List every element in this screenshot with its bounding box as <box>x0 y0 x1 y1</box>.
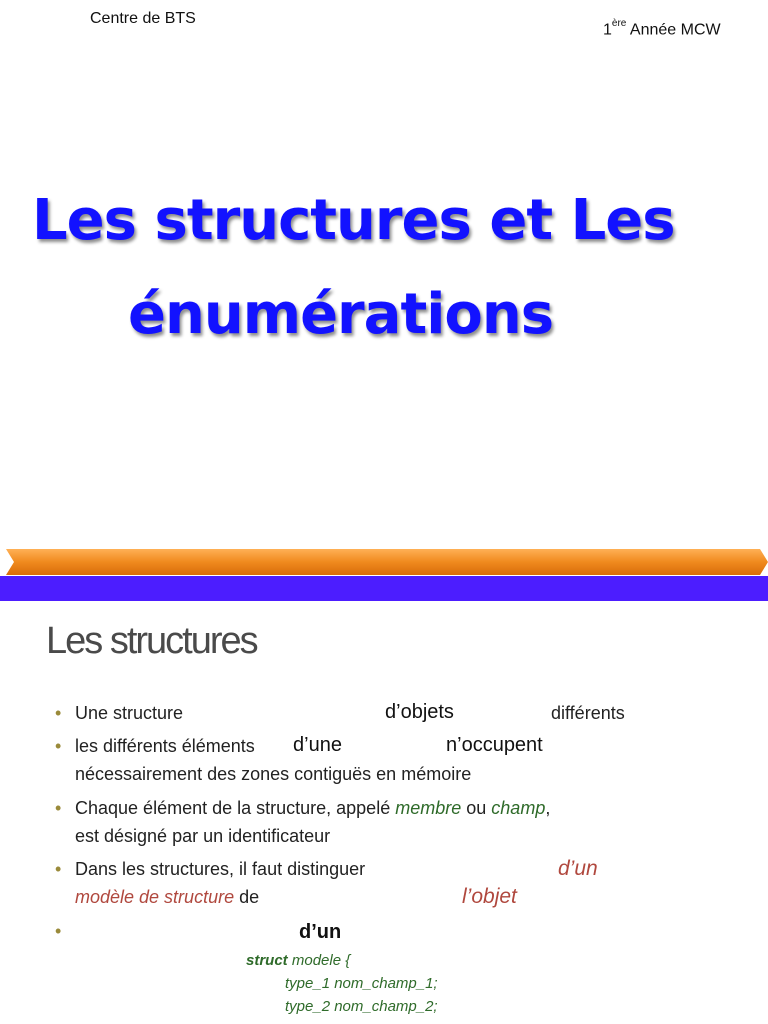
bullet-2-text-c: n’occupent <box>446 734 543 756</box>
bullet-4-line-2 <box>75 887 259 908</box>
header-right-rest: Année MCW <box>626 21 721 39</box>
bullet-4-marker: • <box>55 859 62 879</box>
bullet-3-line-1 <box>75 798 550 819</box>
code-line-1-rest: modele { <box>287 952 351 969</box>
bullet-4-dun: d’un <box>558 857 598 880</box>
bullet-3-comma: , <box>545 798 551 818</box>
purple-divider-band <box>0 576 768 601</box>
section-title: Les structures <box>46 620 257 662</box>
bullet-5-marker: • <box>55 921 62 941</box>
code-keyword-struct: struct <box>246 952 288 969</box>
bullet-1-text-c: différents <box>551 703 625 723</box>
bullet-4-text-a: Dans les structures, il faut distinguer <box>75 859 366 879</box>
bullet-2-text-b: d’une <box>293 734 342 756</box>
code-line-1 <box>246 952 350 969</box>
bullet-2-text-d: nécessairement des zones contiguës en mémoire <box>75 764 472 784</box>
bullet-3-text-a: Chaque élément de la structure, appelé <box>75 798 391 818</box>
bullet-3-line-2: est désigné par un identificateur <box>75 826 331 846</box>
bullet-1-text-b: d’objets <box>385 701 454 723</box>
header-right-sup: ère <box>611 18 627 29</box>
code-line-3: type_2 nom_champ_2; <box>285 998 438 1015</box>
bullet-4-lobjet: l’objet <box>462 885 517 908</box>
code-line-2: type_1 nom_champ_1; <box>285 975 438 992</box>
bullet-3-ou: ou <box>466 798 487 818</box>
bullet-3-marker: • <box>55 798 62 818</box>
bullet-3-champ: champ <box>491 798 546 818</box>
bullet-2-text-a: les différents éléments <box>75 736 255 756</box>
bullet-5-dun: d’un <box>299 921 342 943</box>
header-left: Centre de BTS <box>90 10 196 27</box>
header-right <box>603 20 721 39</box>
slide-title-line2: énumérations <box>128 282 554 347</box>
bullet-2-marker: • <box>55 736 62 756</box>
bullet-3-membre: membre <box>395 798 462 818</box>
bullet-4-modele: modèle de structure <box>75 887 235 907</box>
orange-divider-band <box>0 547 768 577</box>
bullet-1-text-a: Une structure <box>75 703 184 723</box>
header-right-num: 1 <box>603 21 612 39</box>
slide-title-line1: Les structures et Les <box>32 188 675 253</box>
bullet-4-de: de <box>239 887 260 907</box>
bullet-1-marker: • <box>55 703 62 723</box>
